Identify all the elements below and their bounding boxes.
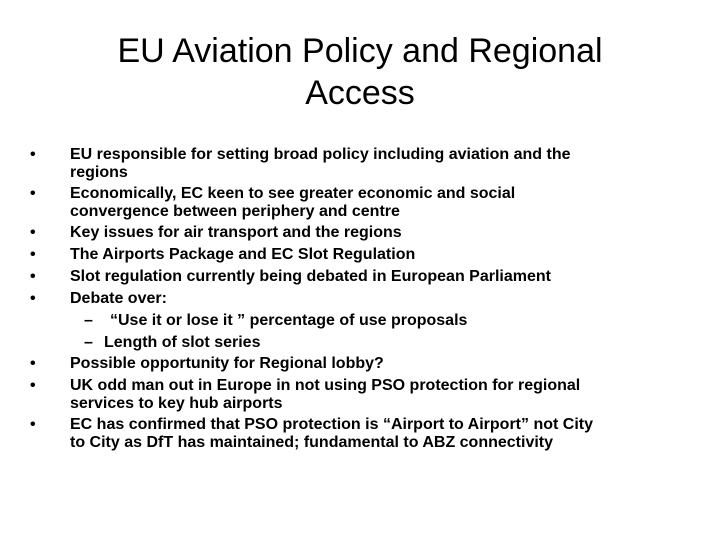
sub-bullet-marker: – (84, 334, 93, 351)
bullet-marker: • (30, 246, 36, 263)
bullet-8-line-1: UK odd man out in Europe in not using PSO protection for regional (70, 377, 581, 394)
bullet-marker: • (30, 355, 36, 372)
bullet-1-line-1: EU responsible for setting broad policy including aviation and the (70, 146, 571, 163)
sub-bullet-1-line-1: “Use it or lose it ” percentage of use proposals (110, 312, 468, 329)
bullet-6-line-1: Debate over: (70, 290, 167, 307)
bullet-marker: • (30, 290, 36, 307)
bullet-marker: • (30, 377, 36, 394)
bullet-9-line-1: EC has confirmed that PSO protection is “Airport to Airport” not City (70, 416, 593, 433)
bullet-marker: • (30, 185, 36, 202)
sub-bullet-2-line-1: Length of slot series (104, 334, 261, 351)
bullet-5-line-1: Slot regulation currently being debated in European Parliament (70, 268, 551, 285)
bullet-7-line-1: Possible opportunity for Regional lobby? (70, 355, 384, 372)
bullet-marker: • (30, 268, 36, 285)
bullet-marker: • (30, 146, 36, 163)
title-line-1: EU Aviation Policy and Regional (117, 32, 603, 70)
sub-bullet-marker: – (84, 312, 93, 329)
bullet-4-line-1: The Airports Package and EC Slot Regulation (70, 246, 416, 263)
title-line-2: Access (305, 74, 415, 112)
bullet-1-line-2: regions (70, 164, 128, 181)
bullet-marker: • (30, 224, 36, 241)
bullet-2-line-2: convergence between periphery and centre (70, 203, 400, 220)
bullet-2-line-1: Economically, EC keen to see greater economic and social (70, 185, 516, 202)
bullet-9-line-2: to City as DfT has maintained; fundamental to ABZ connectivity (70, 434, 554, 451)
bullet-3-line-1: Key issues for air transport and the regions (70, 224, 402, 241)
bullet-8-line-2: services to key hub airports (70, 395, 283, 412)
bullet-marker: • (30, 416, 36, 433)
